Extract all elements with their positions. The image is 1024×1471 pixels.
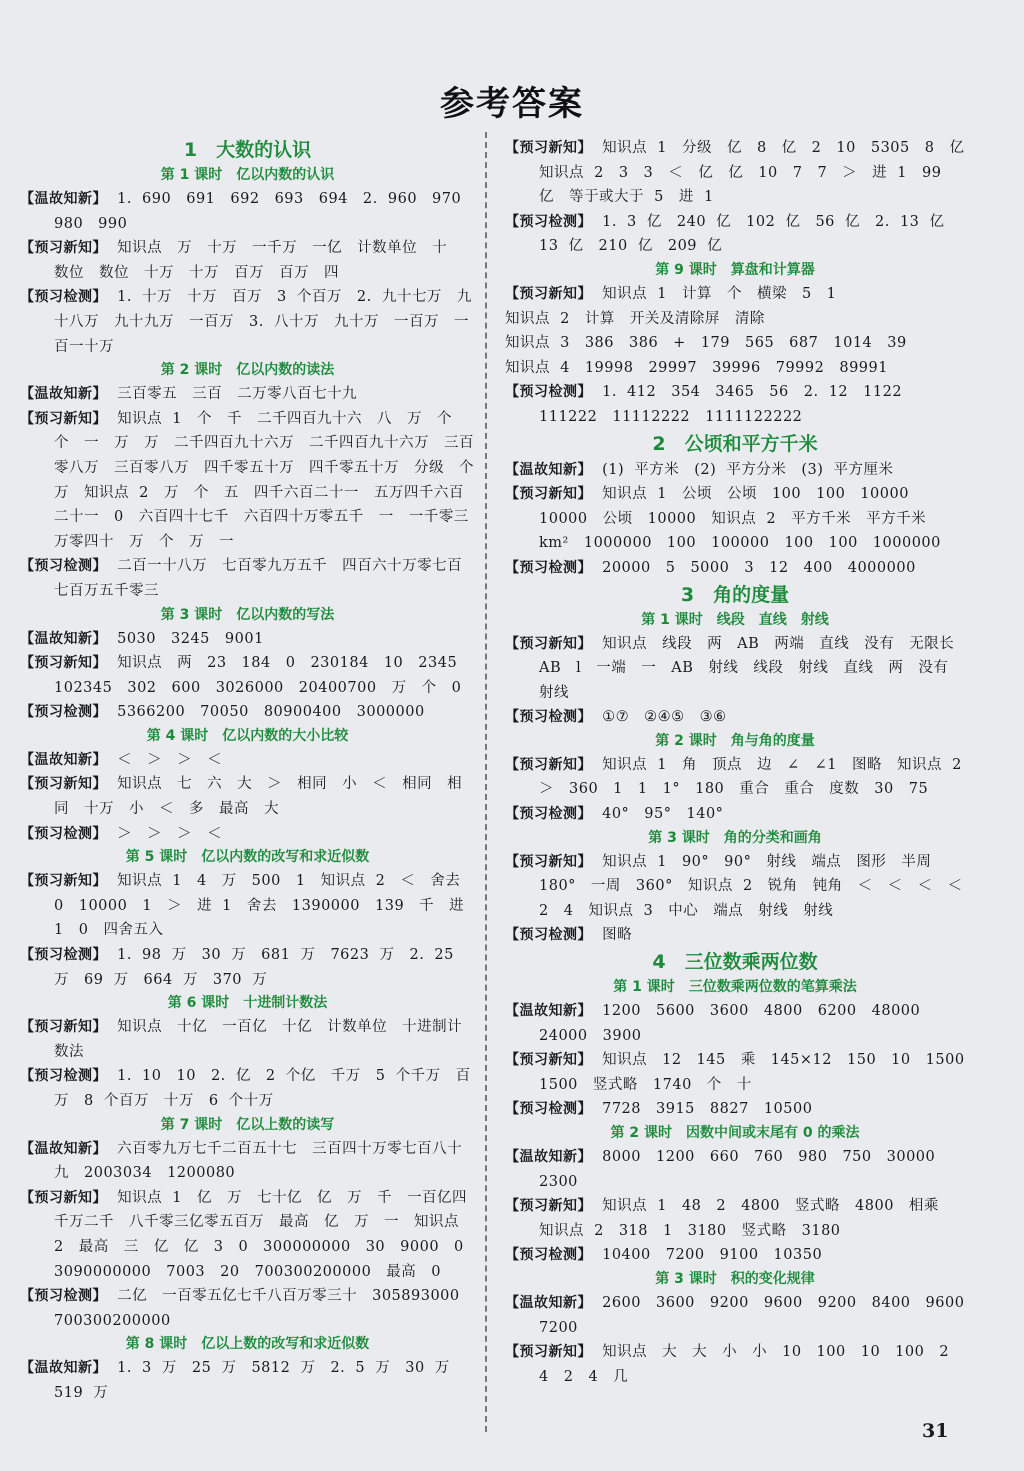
answer-entry <box>505 556 965 581</box>
answer-text: 知识点 1 计算 个 横梁 5 1 <box>602 285 837 302</box>
lesson-title: 第 1 课时 三位数乘两位数的笔算乘法 <box>613 979 857 996</box>
answer-text: 知识点 1 4 万 500 1 知识点 2 ＜ 舍去 0 10000 1 ＞ 进 1 舍去 1390000 139 千 进 1 0 四舍五入 <box>54 873 476 939</box>
page-number: 31 <box>922 1420 949 1442</box>
section-tag: 【预习检测】 <box>505 559 592 576</box>
answer-entry <box>20 236 475 285</box>
section-tag: 【预习检测】 <box>20 1288 107 1305</box>
answer-entry <box>20 554 478 603</box>
answer-entry <box>20 1064 475 1113</box>
section-tag: 【温故知新】 <box>505 1003 592 1020</box>
answer-text: 二亿 一百零五亿七千八百万零三十 305893000 700300200000 <box>54 1288 475 1329</box>
answer-entry <box>20 407 489 555</box>
answer-text: 5030 3245 9001 <box>117 630 264 647</box>
answer-entry <box>20 1137 475 1186</box>
lesson-title: 第 7 课时 亿以上数的读写 <box>160 1116 335 1133</box>
section-tag: 【预习检测】 <box>20 558 107 575</box>
answer-text: 二百一十八万 七百零九万五千 四百六十万零七百 七百万五千零三 <box>54 558 478 599</box>
section-tag: 【预习新知】 <box>505 756 592 773</box>
answer-entry <box>20 869 475 943</box>
answer-entry <box>505 753 977 802</box>
answer-entry <box>20 1186 479 1284</box>
answer-entry <box>505 458 965 483</box>
answer-entry <box>505 705 965 730</box>
section-tag: 【温故知新】 <box>20 630 107 647</box>
page-title: 参考答案 <box>440 84 584 124</box>
answer-text: 知识点 1 分级 亿 8 亿 2 10 5305 8 亿 知识点 2 3 3 ＜ 亿 亿 10 7 7 ＞ 进 1 99 亿 等于或大于 5 进 1 <box>539 140 980 206</box>
answer-entry <box>20 382 475 407</box>
answer-entry <box>20 943 475 992</box>
section-tag: 【预习新知】 <box>505 140 592 156</box>
section-tag: 【预习新知】 <box>505 1198 592 1215</box>
answer-entry <box>505 1097 965 1122</box>
section-tag: 【预习检测】 <box>505 1101 592 1118</box>
answer-entry <box>20 772 475 821</box>
unit-title: 4 三位数乘两位数 <box>652 951 818 974</box>
answer-entry <box>20 700 475 725</box>
answer-entry <box>20 285 475 359</box>
answer-text: 知识点 1 48 2 4800 竖式略 4800 相乘 知识点 2 318 1 3180 竖式略 3180 <box>539 1198 954 1239</box>
section-tag: 【预习新知】 <box>20 873 107 890</box>
section-tag: 【预习新知】 <box>505 1052 592 1069</box>
answer-text: 2600 3600 9200 9600 9200 8400 9600 7200 <box>539 1294 980 1336</box>
answer-text: 5366200 70050 80900400 3000000 <box>117 704 425 721</box>
lesson-title: 第 9 课时 算盘和计算器 <box>655 261 815 278</box>
answer-entry <box>20 748 475 773</box>
answer-text: 7728 3915 8827 10500 <box>602 1101 813 1118</box>
right-column <box>505 136 980 1389</box>
answer-entry <box>505 282 965 307</box>
answer-text: 知识点 1 90° 90° 射线 端点 图形 半周 180° 一周 360° 知识点 2 锐角 钝角 ＜ ＜ ＜ ＜ 2 4 知识点 3 中心 端点 射线 射线 <box>539 853 978 919</box>
answer-text: ＞ ＞ ＞ ＜ <box>117 825 223 842</box>
answer-text: 知识点 3 386 386 + 179 565 687 1014 39 <box>505 335 907 352</box>
answer-text: 1. 98 万 30 万 681 万 7623 万 2. 25 万 69 万 664 万 370 万 <box>54 947 454 988</box>
answer-text: 知识点 七 六 大 ＞ 相同 小 ＜ 相同 相同 十万 小 ＜ 多 最高 大 <box>54 776 463 818</box>
answer-text: 知识点 12 145 乘 145×12 150 10 1500 1500 竖式略 1740 个 十 <box>539 1052 980 1093</box>
section-tag: 【预习新知】 <box>20 240 107 257</box>
answer-text: 1. 十万 十万 百万 3 个百万 2. 九十七万 九十八万 九十九万 一百万 3. 八十万 九十万 一百万 一百一十万 <box>54 289 472 355</box>
left-column <box>20 136 489 1406</box>
answer-entry <box>505 802 965 827</box>
column-divider <box>485 132 487 1432</box>
answer-entry <box>505 1194 965 1243</box>
answer-entry <box>20 187 475 236</box>
lesson-title: 第 1 课时 亿以内数的认识 <box>160 167 335 183</box>
lesson-title: 第 3 课时 亿以内数的写法 <box>160 606 335 623</box>
answer-text: 8000 1200 660 760 980 750 30000 2300 <box>539 1149 951 1190</box>
answer-text: 知识点 1 角 顶点 边 ∠ ∠1 图略 知识点 2 ＞ 360 1 1 1° 180 重合 重合 度数 30 75 <box>539 756 977 798</box>
section-tag: 【预习检测】 <box>20 1068 107 1085</box>
section-tag: 【温故知新】 <box>505 1294 592 1311</box>
answer-entry <box>20 1284 475 1333</box>
section-tag: 【预习新知】 <box>505 285 592 302</box>
answer-entry <box>20 822 475 847</box>
answer-text: 知识点 2 计算 开关及清除屏 清除 <box>505 310 765 327</box>
answer-text: 1200 5600 3600 4800 6200 48000 24000 3900 <box>539 1003 936 1044</box>
section-tag: 【预习新知】 <box>20 1019 107 1036</box>
answer-entry <box>505 1048 980 1097</box>
section-tag: 【预习检测】 <box>505 806 592 823</box>
section-tag: 【预习检测】 <box>20 704 107 721</box>
section-tag: 【预习检测】 <box>505 384 592 401</box>
section-tag: 【温故知新】 <box>20 386 107 403</box>
answer-entry <box>505 356 965 381</box>
answer-entry <box>505 307 965 332</box>
section-tag: 【温故知新】 <box>505 1149 592 1165</box>
section-tag: 【预习检测】 <box>20 825 107 842</box>
answer-text: 知识点 两 23 184 0 230184 10 2345 102345 302 600 3026000 20400700 万 个 0 <box>54 655 473 696</box>
lesson-title: 第 3 课时 积的变化规律 <box>655 1270 815 1287</box>
answer-text: 1. 3 万 25 万 5812 万 2. 5 万 30 万 519 万 <box>54 1360 465 1401</box>
section-tag: 【预习检测】 <box>505 1247 592 1264</box>
lesson-title: 第 4 课时 亿以内数的大小比较 <box>146 727 349 744</box>
section-tag: 【预习新知】 <box>20 1189 107 1206</box>
answer-text: 六百零九万七千二百五十七 三百四十万零七百八十九 2003034 1200080 <box>54 1140 463 1182</box>
answer-text: 知识点 万 十万 一千万 一亿 计数单位 十 数位 数位 十万 十万 百万 百万 四 <box>54 240 463 281</box>
answer-text: 10400 7200 9100 10350 <box>602 1247 823 1264</box>
answer-entry <box>505 482 965 556</box>
section-tag: 【温故知新】 <box>505 461 592 478</box>
section-tag: 【温故知新】 <box>20 751 107 768</box>
answer-entry <box>505 1340 965 1389</box>
answer-text: ＜ ＞ ＞ ＜ <box>117 751 223 768</box>
answer-entry <box>505 331 965 356</box>
lesson-title: 第 2 课时 因数中间或末尾有 0 的乘法 <box>610 1125 860 1141</box>
answer-text: 1. 10 10 2. 亿 2 个亿 千万 5 个千万 百万 8 个百万 十万 6 个十万 <box>54 1068 471 1109</box>
unit-title: 3 角的度量 <box>680 583 790 606</box>
answer-entry <box>505 632 970 706</box>
lesson-title: 第 2 课时 亿以内数的读法 <box>160 362 335 379</box>
section-tag: 【预习检测】 <box>20 289 107 306</box>
lesson-title: 第 6 课时 十进制计数法 <box>167 995 328 1012</box>
section-tag: 【预习新知】 <box>20 776 107 793</box>
answer-text: 知识点 十亿 一百亿 十亿 计数单位 十进制计数法 <box>54 1019 463 1060</box>
answer-entry <box>20 651 475 700</box>
answer-entry <box>505 923 965 948</box>
answer-text: 知识点 1 公顷 公顷 100 100 10000 10000 公顷 10000 知识点 2 平方千米 平方千米 km² 1000000 100 100000 100 100 1000000 <box>539 486 942 552</box>
section-tag: 【温故知新】 <box>20 1140 107 1157</box>
unit-title: 1 大数的认识 <box>183 139 312 161</box>
answer-text: 1. 412 354 3465 56 2. 12 1122 111222 11112222 1111122222 <box>539 384 918 425</box>
lesson-title: 第 1 课时 线段 直线 射线 <box>641 611 829 628</box>
section-tag: 【预习新知】 <box>20 655 107 672</box>
answer-text: ①⑦ ②④⑤ ③⑥ <box>602 709 727 726</box>
answer-text: 知识点 线段 两 AB 两端 直线 没有 无限长 AB l 一端 一 AB 射线 线段 射线 直线 两 没有 射线 <box>539 635 970 701</box>
answer-text: (1) 平方米 (2) 平方分米 (3) 平方厘米 <box>602 461 894 478</box>
section-tag: 【预习新知】 <box>20 410 107 427</box>
answer-entry <box>505 380 965 429</box>
lesson-title: 第 2 课时 角与角的度量 <box>655 732 815 749</box>
answer-entry <box>505 1145 965 1194</box>
section-tag: 【预习新知】 <box>505 853 592 870</box>
answer-text: 三百零五 三百 二万零八百七十九 <box>117 386 358 403</box>
answer-text: 20000 5 5000 3 12 400 4000000 <box>602 559 916 576</box>
section-tag: 【预习检测】 <box>505 213 592 230</box>
answer-entry <box>505 999 965 1048</box>
section-tag: 【预习检测】 <box>505 709 592 726</box>
answer-entry <box>505 210 965 259</box>
answer-text: 1. 3 亿 240 亿 102 亿 56 亿 2. 13 亿 13 亿 210 亿 209 亿 <box>539 213 960 255</box>
answer-text: 图略 <box>602 927 633 944</box>
answer-entry <box>20 1356 475 1405</box>
answer-entry <box>505 850 978 924</box>
section-tag: 【温故知新】 <box>20 1360 107 1377</box>
lesson-title: 第 3 课时 角的分类和画角 <box>648 829 822 846</box>
answer-text: 知识点 1 亿 万 七十亿 亿 万 千 一百亿四千万二千 八千零三亿零五百万 最高 亿 万 一 知识点 2 最高 三 亿 亿 3 0 300000000 30 9000 0 3090000000 7003 20 700300200000 最高 0 <box>54 1189 479 1280</box>
section-tag: 【预习新知】 <box>505 486 592 503</box>
answer-entry <box>20 627 475 652</box>
answer-text: 知识点 1 个 千 二千四百九十六 八 万 个 个 一 万 万 二千四百九十六万 二千四百九十六万 三百零八万 三百零八万 四千零五十万 四千零五十万 分级 个 万 知识点 2 万 个 五 四千六百二十一 五万四千六百二十一 0 六百四十七千 六百四十万零五千 一 一千零三万零四十 万 个 万 一 <box>54 410 489 550</box>
lesson-title: 第 8 课时 亿以上数的改写和求近似数 <box>125 1336 370 1353</box>
section-tag: 【预习检测】 <box>20 947 107 964</box>
answer-text: 1. 690 691 692 693 694 2. 960 970 980 990 <box>54 191 477 232</box>
section-tag: 【温故知新】 <box>20 191 107 207</box>
section-tag: 【预习检测】 <box>505 927 592 944</box>
unit-title: 2 公顷和平方千米 <box>652 432 818 455</box>
answer-entry <box>505 136 980 210</box>
answer-entry <box>20 1015 475 1064</box>
answer-text: 知识点 大 大 小 小 10 100 10 100 2 4 2 4 几 <box>539 1344 965 1385</box>
answer-text: 40° 95° 140° <box>602 806 724 823</box>
lesson-title: 第 5 课时 亿以内数的改写和求近似数 <box>125 849 370 866</box>
answer-entry <box>505 1243 965 1268</box>
answer-entry <box>505 1291 980 1340</box>
section-tag: 【预习新知】 <box>505 635 592 652</box>
answer-text: 知识点 4 19998 29997 39996 79992 89991 <box>505 359 888 376</box>
section-tag: 【预习新知】 <box>505 1344 592 1361</box>
